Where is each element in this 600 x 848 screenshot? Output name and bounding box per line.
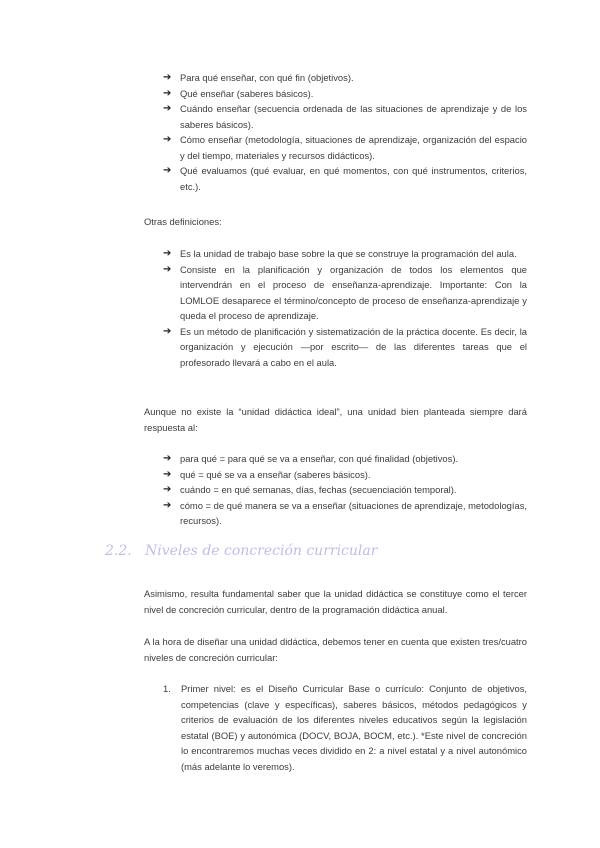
other-definitions-label: Otras definiciones: <box>144 216 222 227</box>
list-item-text: Es la unidad de trabajo base sobre la que se construye la programación del aula. <box>180 248 517 259</box>
list-item-text: cómo = de qué manera se va a enseñar (situaciones de aprendizaje, metodologías, recursos). <box>180 499 527 526</box>
list-item <box>163 451 527 467</box>
list-item <box>163 163 527 194</box>
arrow-right-icon: ➔ <box>163 134 172 145</box>
list-item-text: cuándo = en qué semanas, días, fechas (secuenciación temporal). <box>180 484 457 495</box>
section-title: Niveles de concreción curricular <box>145 543 378 559</box>
third-level-paragraph: Asimismo, resulta fundamental saber que la unidad didáctica se constituye como el tercer nivel de concreción curricular, dentro de la programación didáctica anual. <box>144 588 527 615</box>
list-item-text: Cómo enseñar (metodología, situaciones de aprendizaje, organización del espacio y del tiempo, materiales y recursos didácticos). <box>180 134 527 161</box>
ideal-unit-paragraph: Aunque no existe la “unidad didáctica ideal”, una unidad bien planteada siempre dará respuesta al: <box>144 406 527 433</box>
list-item <box>163 681 527 774</box>
questions-list <box>163 451 527 529</box>
list-item-text: para qué = para qué se va a enseñar, con qué finalidad (objetivos). <box>180 453 459 464</box>
arrow-right-icon: ➔ <box>163 468 172 480</box>
list-item <box>163 498 527 529</box>
arrow-right-icon: ➔ <box>163 87 172 99</box>
list-item-text: Cuándo enseñar (secuencia ordenada de las situaciones de aprendizaje y de los saberes básicos). <box>180 103 527 130</box>
list-item <box>163 324 527 371</box>
list-item <box>163 467 527 483</box>
definitions-list <box>163 246 527 370</box>
arrow-right-icon: ➔ <box>163 72 172 83</box>
list-item <box>163 101 527 132</box>
list-item <box>163 86 527 102</box>
list-item-text: qué = qué se va a enseñar (saberes básicos). <box>180 468 371 480</box>
section-heading <box>105 543 525 559</box>
arrow-right-icon: ➔ <box>163 484 172 495</box>
arrow-right-icon: ➔ <box>163 453 172 464</box>
list-item-number: 1. <box>163 683 171 694</box>
list-item <box>163 262 527 324</box>
section-number: 2.2. <box>105 543 132 559</box>
list-item <box>163 70 527 86</box>
arrow-right-icon: ➔ <box>163 103 172 114</box>
levels-intro-paragraph: A la hora de diseñar una unidad didáctica, debemos tener en cuenta que existen tres/cuatro niveles de concreción curricular: <box>144 636 527 663</box>
list-item-text: Qué evaluamos (qué evaluar, en qué momentos, con qué instrumentos, criterios, etc.). <box>180 165 527 192</box>
arrow-right-icon: ➔ <box>163 165 172 176</box>
list-item-text: Qué enseñar (saberes básicos). <box>180 87 314 99</box>
list-item <box>163 246 527 262</box>
purpose-list <box>163 70 527 194</box>
list-item-text: Es un método de planificación y sistematización de la práctica docente. Es decir, la organización y ejecución —por escrito— de las diferentes tareas que el profesorado llevará a cabo en el aula. <box>180 325 527 368</box>
list-item <box>163 132 527 163</box>
arrow-right-icon: ➔ <box>163 263 172 275</box>
list-item <box>163 482 527 498</box>
arrow-right-icon: ➔ <box>163 248 172 259</box>
arrow-right-icon: ➔ <box>163 499 172 511</box>
arrow-right-icon: ➔ <box>163 325 172 337</box>
list-item-text: Consiste en la planificación y organización de todos los elementos que intervendrán en el proceso de enseñanza-aprendizaje. Importante: Con la LOMLOE desaparece el término/concepto de proceso de enseñanza-aprendizaje y queda el proceso de aprendizaje. <box>180 263 527 321</box>
levels-ordered-list <box>163 681 527 774</box>
list-item-text: Primer nivel: es el Diseño Curricular Base o currículo: Conjunto de objetivos, competencias (clave y específicas), saberes básicos, métodos pedagógicos y criterios de evaluación de los diferentes niveles educativos según la legislación estatal (BOE) y autonómica (DOCV, BOJA, BOCM, etc.). *Este nivel de concreción lo encontraremos muchas veces dividido en 2: a nivel estatal y a nivel autonómico (más adelante lo veremos). <box>181 683 527 772</box>
list-item-text: Para qué enseñar, con qué fin (objetivos). <box>180 72 354 83</box>
